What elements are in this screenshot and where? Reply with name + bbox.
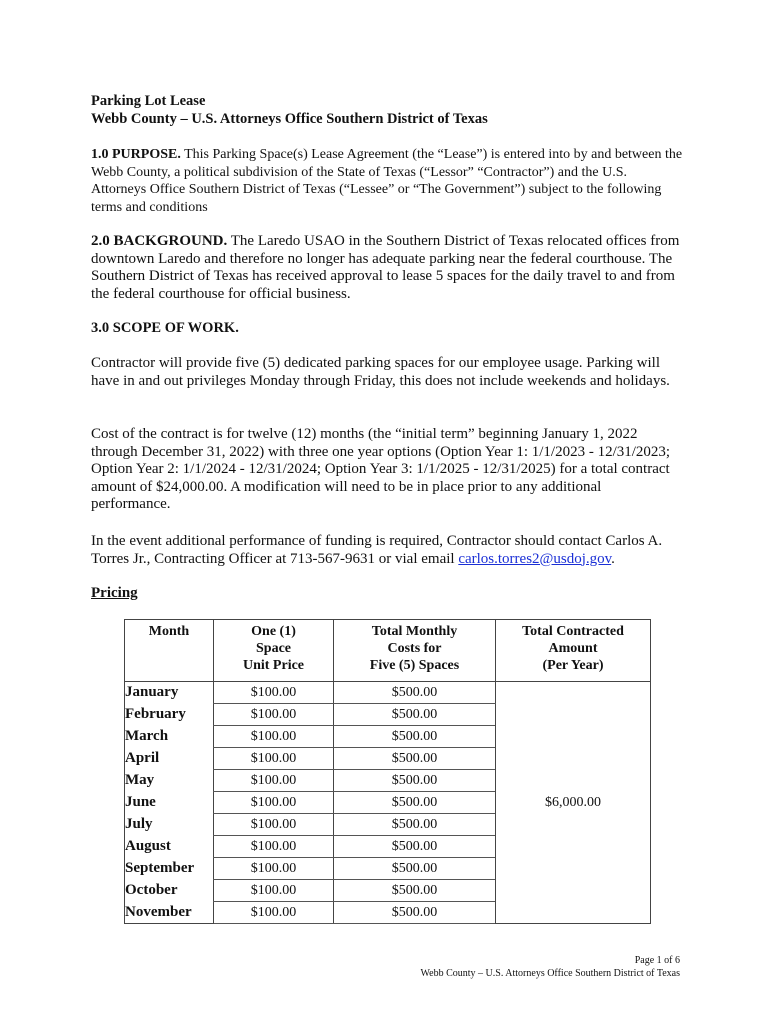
month-cell: August: [125, 836, 214, 858]
monthly-total-cell: $500.00: [334, 726, 496, 748]
unit-price-cell: $100.00: [214, 726, 334, 748]
month-cell: September: [125, 858, 214, 880]
footer-text: Webb County – U.S. Attorneys Office Southern District of Texas: [420, 968, 680, 979]
page-footer: [421, 954, 680, 980]
scope-heading: 3.0 SCOPE OF WORK.: [91, 320, 239, 336]
background-section: [91, 233, 683, 303]
email-link[interactable]: carlos.torres2@usdoj.gov: [458, 550, 612, 567]
month-cell: January: [125, 682, 214, 704]
unit-price-cell: $100.00: [214, 814, 334, 836]
unit-price-cell: $100.00: [214, 748, 334, 770]
monthly-total-cell: $500.00: [334, 792, 496, 814]
unit-price-cell: $100.00: [214, 682, 334, 704]
header-contracted-amount: Total Contracted Amount (Per Year): [496, 620, 651, 682]
title-line-2: Webb County – U.S. Attorneys Office Southern District of Texas: [91, 111, 488, 127]
month-cell: May: [125, 770, 214, 792]
header-month: Month: [125, 620, 214, 682]
monthly-total-cell: $500.00: [334, 880, 496, 902]
purpose-heading: 1.0 PURPOSE.: [91, 147, 181, 162]
monthly-total-cell: $500.00: [334, 682, 496, 704]
monthly-total-cell: $500.00: [334, 902, 496, 924]
page-number: Page 1 of 6: [634, 955, 680, 966]
monthly-total-cell: $500.00: [334, 858, 496, 880]
background-text: The Laredo USAO in the Southern District of Texas relocated offices from downtown Laredo and therefore no longer has adequate parking near the federal courthouse. The Southern District of Texas has received approval to lease 5 spaces for the daily travel to and from the federal courthouse for official business.: [91, 233, 680, 302]
header-monthly-cost: Total Monthly Costs for Five (5) Spaces: [334, 620, 496, 682]
unit-price-cell: $100.00: [214, 880, 334, 902]
scope-paragraph-1: Contractor will provide five (5) dedicated parking spaces for our employee usage. Parking will have in and out privileges Monday through Friday, this does not include weekends and holidays.: [91, 355, 670, 389]
contracted-amount-cell: $6,000.00: [496, 682, 651, 924]
pricing-heading: Pricing: [91, 585, 138, 601]
monthly-total-cell: $500.00: [334, 748, 496, 770]
unit-price-cell: $100.00: [214, 836, 334, 858]
unit-price-cell: $100.00: [214, 770, 334, 792]
background-heading: 2.0 BACKGROUND.: [91, 233, 228, 249]
scope-paragraph-2: Cost of the contract is for twelve (12) months (the “initial term” beginning January 1, 2022 through December 31, 2022) with three one year options (Option Year 1: 1/1/2023 - 12/31/2023; Option Year 2: 1/1/2024 - 12/31/2024; Option Year 3: 1/1/2025 - 12/31/2025) for a total contract amount of $24,000.00. A modification will need to be in place prior to any additional performance.: [91, 426, 671, 512]
monthly-total-cell: $500.00: [334, 704, 496, 726]
month-cell: February: [125, 704, 214, 726]
purpose-section: [91, 146, 683, 216]
table-header-row: [125, 620, 651, 682]
pricing-table: [124, 619, 651, 924]
unit-price-cell: $100.00: [214, 858, 334, 880]
monthly-total-cell: $500.00: [334, 770, 496, 792]
purpose-text: This Parking Space(s) Lease Agreement (the “Lease”) is entered into by and between the Webb County, a political subdivision of the State of Texas (“Lessor” “Contractor”) and the U.S. Attorneys Office Southern District of Texas (“Lessee” or “The Government”) subject to the following terms and conditions: [91, 147, 683, 215]
monthly-total-cell: $500.00: [334, 814, 496, 836]
unit-price-cell: $100.00: [214, 792, 334, 814]
monthly-total-cell: $500.00: [334, 836, 496, 858]
unit-price-cell: $100.00: [214, 902, 334, 924]
month-cell: March: [125, 726, 214, 748]
table-row: [125, 682, 651, 704]
unit-price-cell: $100.00: [214, 704, 334, 726]
month-cell: June: [125, 792, 214, 814]
header-unit-price: One (1) Space Unit Price: [214, 620, 334, 682]
month-cell: July: [125, 814, 214, 836]
document-title: [91, 92, 488, 128]
month-cell: November: [125, 902, 214, 924]
contact-text-end: .: [611, 550, 615, 567]
month-cell: October: [125, 880, 214, 902]
title-line-1: Parking Lot Lease: [91, 93, 206, 109]
scope-paragraph-3: [91, 533, 683, 568]
contact-text: In the event additional performance of funding is required, Contractor should contact Carlos A. Torres Jr., Contracting Officer at 713-567-9631 or vial email: [91, 533, 663, 567]
month-cell: April: [125, 748, 214, 770]
